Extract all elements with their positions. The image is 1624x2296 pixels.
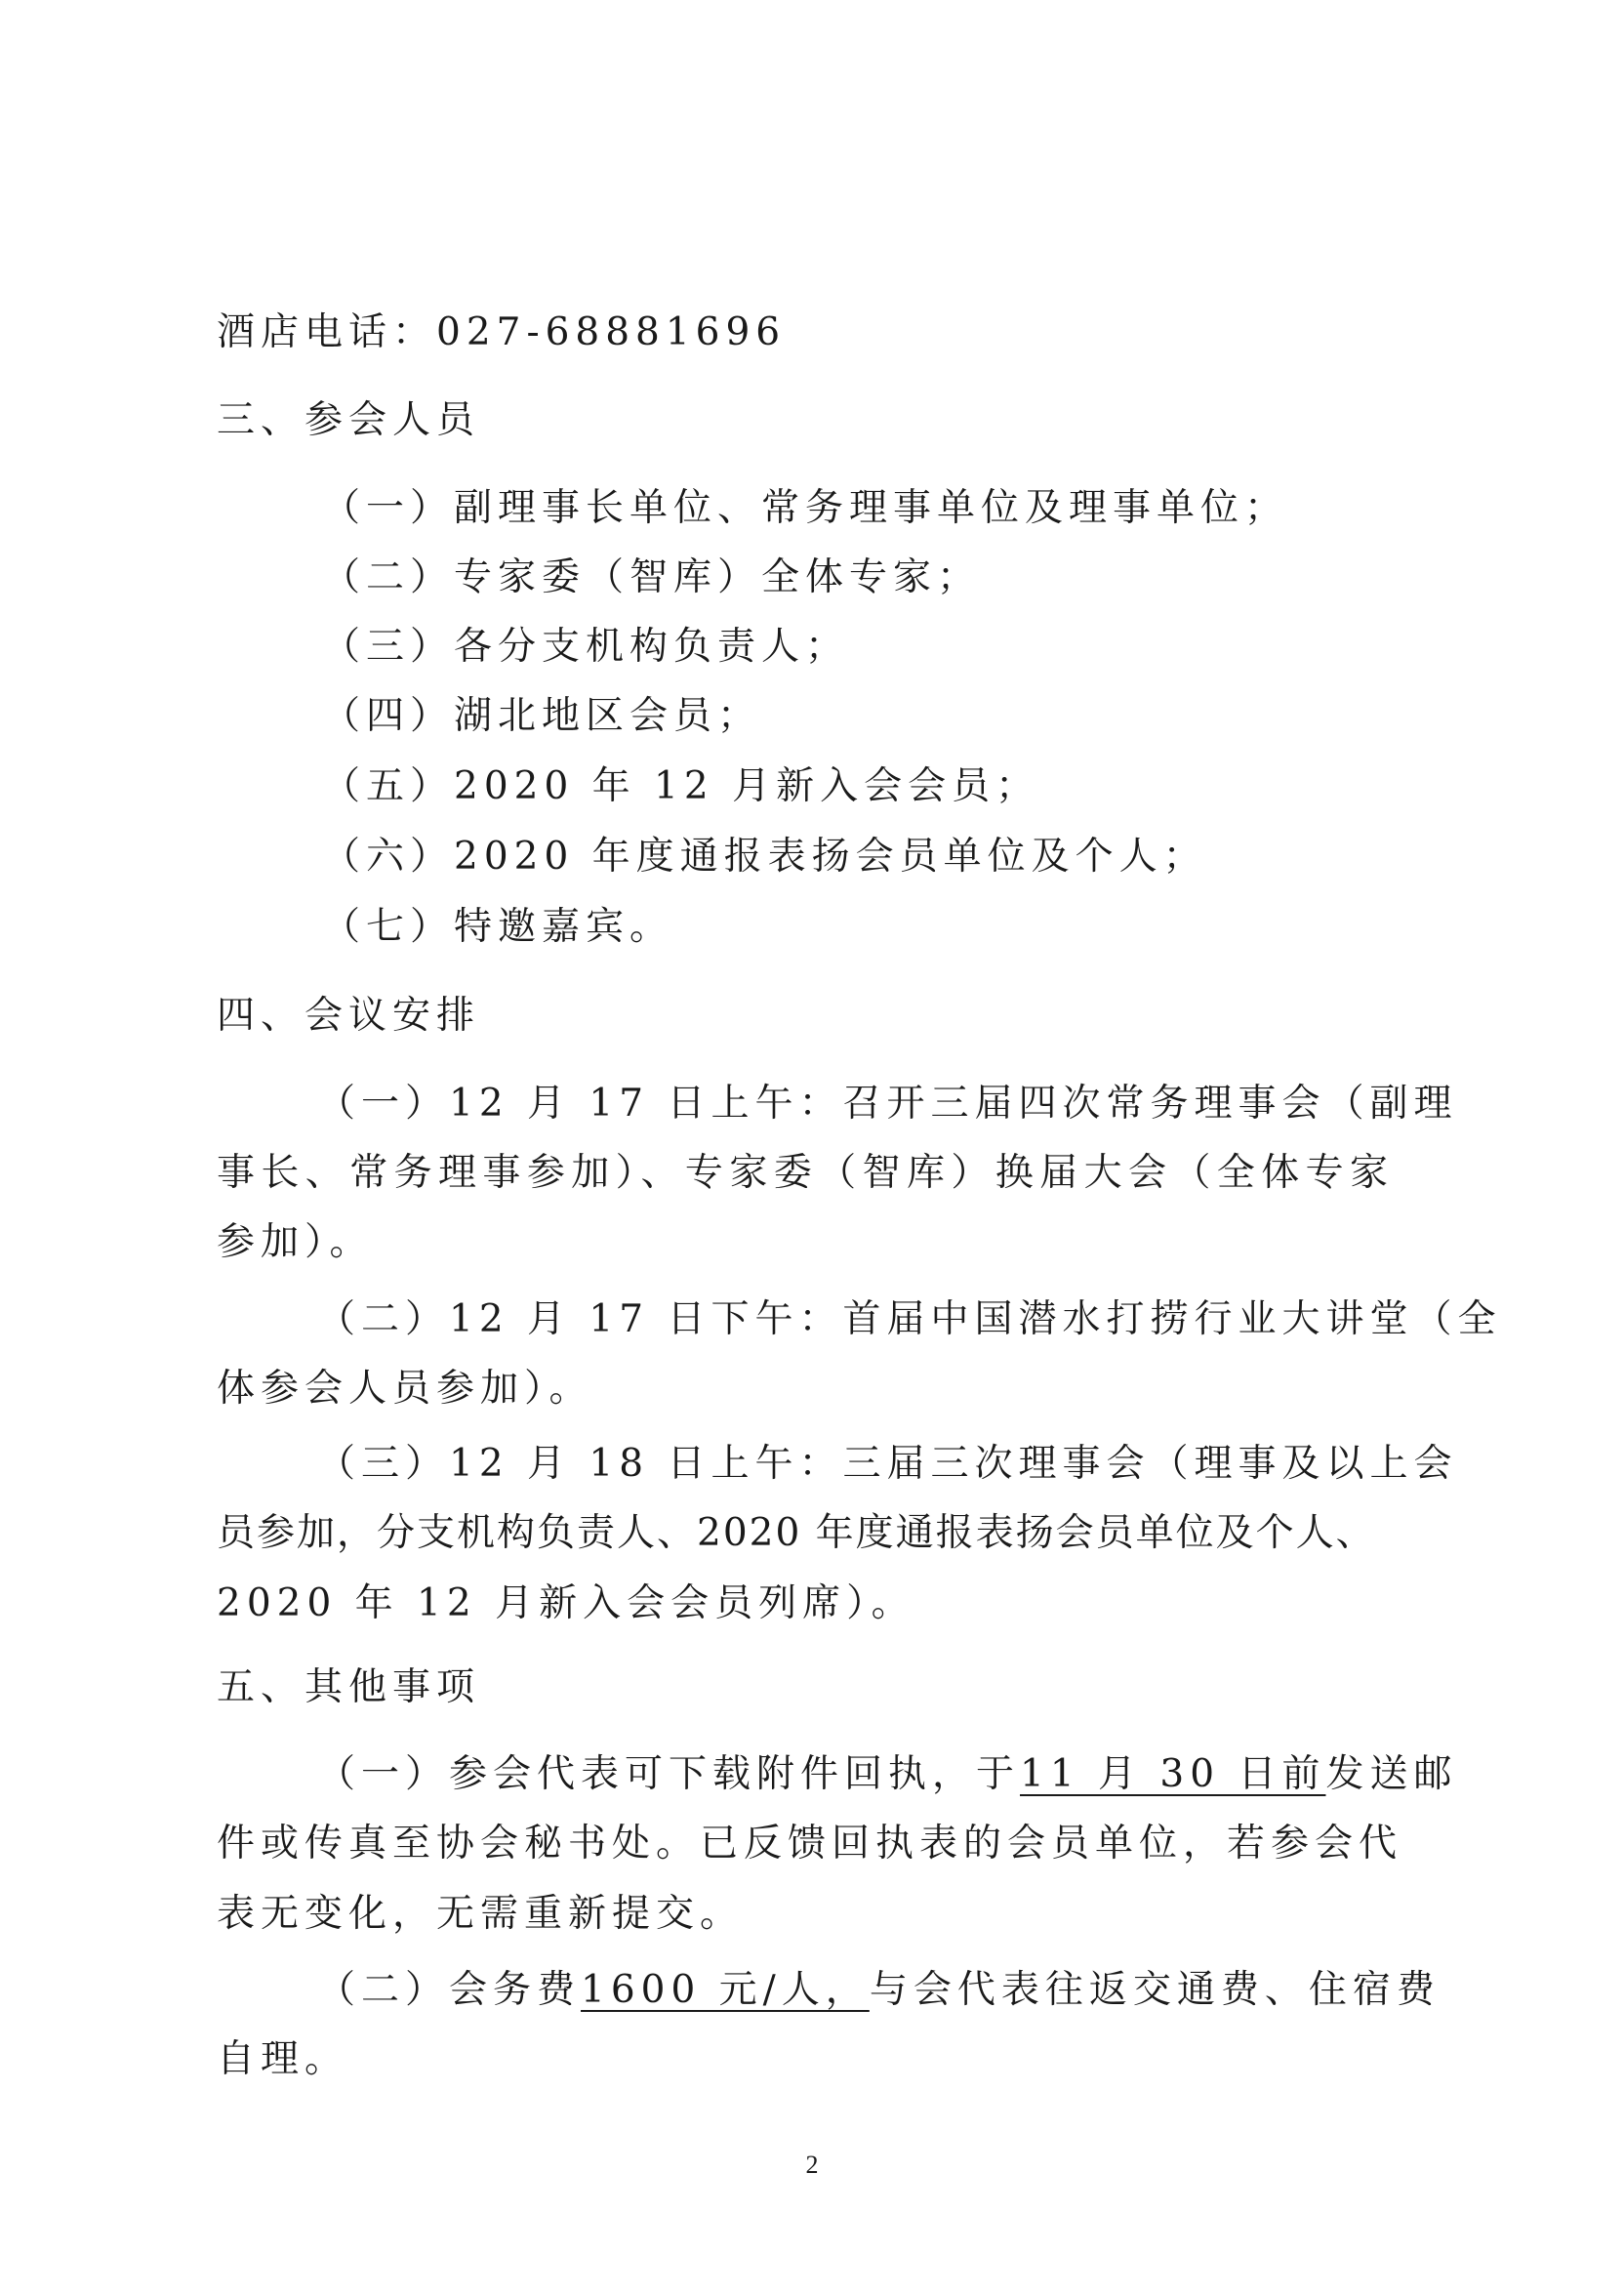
deadline-date: 11 月 30 日前 — [1020, 1752, 1326, 1796]
list-item: （一）副理事长单位、常务理事单位及理事单位； — [322, 486, 1289, 530]
section-4-heading: 四、会议安排 — [217, 994, 481, 1038]
paragraph-line: 事长、常务理事参加）、专家委（智库）换届大会（全体专家 — [217, 1151, 1394, 1195]
paragraph-line: 件或传真至协会秘书处。已反馈回执表的会员单位，若参会代 — [217, 1822, 1403, 1866]
paragraph-line: 参加）。 — [217, 1220, 374, 1264]
list-item: （六）2020 年度通报表扬会员单位及个人； — [322, 835, 1207, 879]
paragraph-line: 体参会人员参加）。 — [217, 1367, 593, 1411]
list-item: （二）专家委（智库）全体专家； — [322, 555, 982, 599]
text-run: （二）会务费 — [317, 1968, 582, 2012]
paragraph-line: （三）12 月 18 日上午：三届三次理事会（理事及以上会 — [317, 1442, 1458, 1486]
list-item: （五）2020 年 12 月新入会会员； — [322, 764, 1040, 808]
paragraph-line: 表无变化，无需重新提交。 — [217, 1892, 745, 1936]
text-run: 发送邮 — [1325, 1752, 1458, 1796]
hotel-phone: 酒店电话：027-68881696 — [217, 310, 787, 354]
list-item: （七）特邀嘉宾。 — [322, 905, 674, 949]
paragraph-line — [317, 1752, 1508, 1796]
list-item: （四）湖北地区会员； — [322, 694, 762, 738]
text-run: 与会代表往返交通费、住宿费 — [869, 1968, 1441, 2012]
paragraph-line: （一）12 月 17 日上午：召开三届四次常务理事会（副理 — [317, 1082, 1458, 1126]
text-run: （一）参会代表可下载附件回执，于 — [317, 1752, 1021, 1796]
conference-fee: 1600 元/人， — [581, 1968, 870, 2012]
paragraph-line — [317, 1968, 1508, 2012]
paragraph-line: 自理。 — [217, 2037, 349, 2081]
paragraph-line: （二）12 月 17 日下午：首届中国潜水打捞行业大讲堂（全 — [317, 1297, 1502, 1341]
section-3-heading: 三、参会人员 — [217, 398, 481, 442]
paragraph-line: 2020 年 12 月新入会会员列席）。 — [217, 1581, 915, 1625]
paragraph-line: 员参加，分支机构负责人、2020 年度通报表扬会员单位及个人、 — [217, 1511, 1376, 1555]
section-5-heading: 五、其他事项 — [217, 1665, 481, 1709]
list-item: （三）各分支机构负责人； — [322, 625, 850, 669]
page-number: 2 — [805, 2151, 819, 2179]
